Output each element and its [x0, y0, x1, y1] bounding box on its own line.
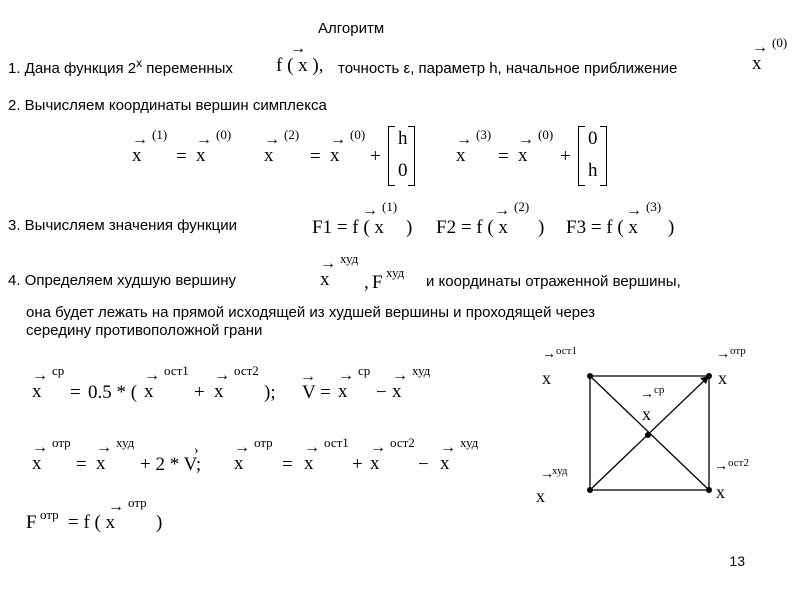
vertex3-rhs-sup: (0): [538, 127, 554, 142]
page-number: 13: [729, 553, 745, 569]
step4-desc-line1: она будет лежать на прямой исходящей из худшей вершины и проходящей через: [26, 304, 596, 321]
vertex1-rhs-sup: (0): [216, 127, 232, 142]
formula-xotr2-lhs-x: x: [234, 453, 244, 474]
formula-Fotr-sup: отр: [40, 507, 59, 522]
formula-V-minus: −: [376, 382, 387, 403]
label-ost1-x: x: [542, 368, 551, 388]
vertex3-plus: +: [560, 146, 571, 167]
point-ost2: [706, 487, 712, 493]
vertex2-col-top: h: [398, 128, 408, 149]
formula-V-xcp-x: x: [338, 381, 348, 402]
label-ost2-x: x: [716, 482, 725, 502]
point-hud: [587, 487, 593, 493]
vertex3-col-bot: h: [588, 160, 598, 181]
f1-close: ): [406, 217, 413, 238]
formula-xcp-ost1-sup: ост1: [164, 363, 189, 378]
formula-xcp-lhs-x: x: [32, 381, 42, 402]
formula-xotr2-ost2-sup: ост2: [390, 435, 415, 450]
slide-title: Алгоритм: [318, 20, 385, 37]
formula-xotr1-V-arrow: ›: [194, 443, 199, 458]
formula-xcp-ost1-x: x: [144, 381, 154, 402]
formula-Fotr-F: F: [26, 512, 37, 533]
step4-F: F: [372, 272, 383, 293]
formula-V-xcp-sup: ср: [358, 363, 371, 378]
label-otr-x: x: [718, 368, 727, 388]
formula-xcp-ost2-x: x: [214, 381, 224, 402]
vertex2-rhs-sup: (0): [350, 127, 366, 142]
f2-sup: (2): [514, 199, 530, 214]
vertex2-lhs-sup: (2): [284, 127, 300, 142]
step4-x-worst-base: x: [320, 269, 330, 290]
formula-V-eq: =: [320, 382, 331, 403]
step1-part3: точность ε, параметр h, начальное приближение: [338, 60, 678, 77]
formula-xotr1-lhs-x: x: [32, 453, 42, 474]
formula-V-xhud-x: x: [392, 381, 402, 402]
point-ost1: [587, 373, 593, 379]
label-cp-sup: ср: [654, 384, 665, 396]
formula-Fotr-f: = f ( x: [68, 512, 116, 533]
formula-Fotr-arrow: →: [108, 498, 124, 515]
formula-xotr2-eq: =: [282, 454, 293, 475]
f2-close: ): [538, 217, 545, 238]
label-ost1-arrow: →: [542, 347, 556, 362]
step1-x0-sup: (0): [772, 35, 788, 50]
f2-expr: F2 = f ( x: [436, 217, 508, 238]
step4-comma: ,: [364, 272, 369, 293]
formula-V: V: [302, 382, 316, 403]
formula-xcp-close: );: [264, 382, 276, 403]
vertex1-lhs-sup: (1): [152, 127, 168, 142]
vertex1-rhs-x: x: [196, 145, 206, 166]
step1-func: f ( x ),: [276, 55, 324, 76]
formula-xotr1-xhud-sup: худ: [116, 435, 135, 450]
formula-xotr1-lhs-sup: отр: [52, 435, 71, 450]
formula-xotr1-plus2V: + 2 * V;: [140, 454, 202, 475]
step4-desc-line2: середину противоположной грани: [26, 322, 263, 339]
label-hud-arrow: →: [540, 467, 554, 482]
vertex3-rhs-x: x: [518, 145, 528, 166]
label-ost2-sup: ост2: [728, 457, 749, 469]
step4-x-worst-sup: худ: [340, 251, 359, 266]
formula-xotr2-plus: +: [352, 454, 363, 475]
step4-label: 4. Определяем худшую вершину: [8, 272, 237, 289]
vertex2-eq: =: [310, 146, 321, 167]
step4-F-sup: худ: [386, 265, 405, 280]
formula-xotr1-eq: =: [76, 454, 87, 475]
step1-func-arrow: →: [290, 40, 306, 57]
formula-Fotr-close: ): [156, 512, 163, 533]
formula-xcp-plus: +: [194, 382, 205, 403]
vertex2-col-bot: 0: [398, 160, 408, 181]
vertex1-eq: =: [176, 146, 187, 167]
formula-xotr2-xhud-x: x: [440, 453, 450, 474]
step1-sup: x: [136, 56, 143, 70]
formula-xotr2-lhs-sup: отр: [254, 435, 273, 450]
label-cp-x: x: [642, 404, 651, 424]
label-otr-arrow: →: [716, 347, 730, 362]
formula-xcp-lhs-sup: ср: [52, 363, 65, 378]
f3-expr: F3 = f ( x: [566, 217, 638, 238]
formula-xotr2-ost1-sup: ост1: [324, 435, 349, 450]
vertex1-lhs-x: x: [132, 145, 142, 166]
formula-xotr2-xhud-sup: худ: [460, 435, 479, 450]
vertex3-bracket-right: [600, 126, 607, 186]
formula-Fotr-arrow-sup: отр: [128, 495, 147, 510]
step1-text: [8, 56, 233, 78]
step1-part1: 1. Дана функция 2: [8, 60, 137, 77]
formula-V-xhud-sup: худ: [412, 363, 431, 378]
f2-arrow: →: [494, 202, 510, 219]
step1-part2: переменных: [142, 60, 233, 77]
vertex2-lhs-x: x: [264, 145, 274, 166]
point-otr: [706, 373, 712, 379]
vertex3-eq: =: [498, 146, 509, 167]
f1-arrow: →: [362, 202, 378, 219]
formula-xcp-ost2-sup: ост2: [234, 363, 259, 378]
vertex3-col-top: 0: [588, 128, 598, 149]
f3-close: ): [668, 217, 675, 238]
formula-xcp-eq: =: [70, 382, 81, 403]
formula-xotr2-ost1-x: x: [304, 453, 314, 474]
formula-xotr1-xhud-x: x: [96, 453, 106, 474]
vertex2-plus: +: [370, 146, 381, 167]
f3-sup: (3): [646, 199, 662, 214]
formula-xotr2-ost2-x: x: [370, 453, 380, 474]
vertex3-lhs-sup: (3): [476, 127, 492, 142]
step2-label: 2. Вычисляем координаты вершин симплекса: [8, 97, 327, 114]
step4-label2: и координаты отраженной вершины,: [426, 273, 681, 290]
label-hud-sup: худ: [552, 465, 568, 477]
simplex-diagram: [520, 340, 780, 520]
vertex2-bracket-left: [388, 126, 395, 186]
label-ost1-sup: ост1: [556, 345, 577, 357]
f1-expr: F1 = f ( x: [312, 217, 384, 238]
point-cp: [645, 432, 651, 438]
formula-xcp-half: 0.5 * (: [88, 382, 138, 403]
f1-sup: (1): [382, 199, 398, 214]
step3-label: 3. Вычисляем значения функции: [8, 217, 238, 234]
vertex2-rhs-x: x: [330, 145, 340, 166]
formula-xotr2-minus: −: [418, 454, 429, 475]
vertex3-lhs-x: x: [456, 145, 466, 166]
formula-V-arrow: →: [300, 368, 316, 385]
step1-x0-base: x: [752, 53, 762, 74]
f3-arrow: →: [626, 202, 642, 219]
label-cp-arrow: →: [640, 387, 654, 402]
label-ost2-arrow: →: [714, 459, 728, 474]
label-otr-sup: отр: [730, 345, 746, 357]
label-hud-x: x: [536, 486, 545, 506]
vertex3-bracket-left: [578, 126, 585, 186]
vertex2-bracket-right: [408, 126, 415, 186]
